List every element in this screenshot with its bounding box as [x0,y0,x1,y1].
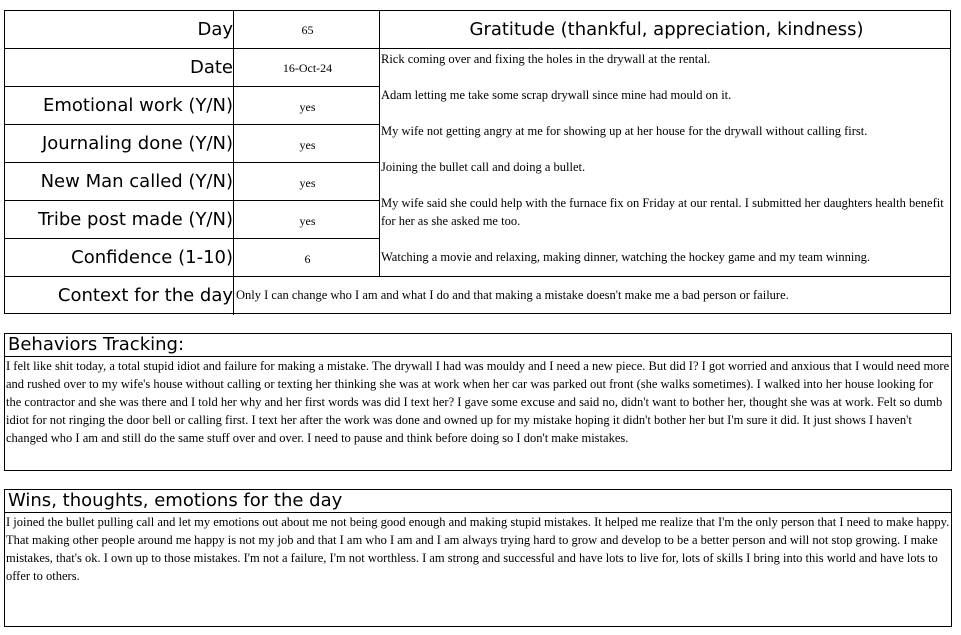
tribe-post-label: Tribe post made (Y/N) [38,209,233,230]
gratitude-item: Adam letting me take some scrap drywall since mine had mould on it. [381,88,732,102]
emotional-work-label: Emotional work (Y/N) [42,95,233,116]
date-value: 16-Oct-24 [282,61,333,75]
wins-section [4,489,952,627]
row-divider [5,124,379,125]
gratitude-item: My wife not getting angry at me for showing up at her house for the drywall without calling first. [381,124,868,138]
row-divider [5,276,950,277]
context-label: Context for the day [57,285,233,306]
day-value: 65 [301,23,314,37]
behaviors-title: Behaviors Tracking: [5,334,951,357]
gratitude-item: Watching a movie and relaxing, making dinner, watching the hockey game and my team winning. [381,250,870,264]
day-label: Day [197,19,233,40]
wins-text: I joined the bullet pulling call and let my emotions out about me not being good enough and making stupid mistakes. It helped me realize that I'm the only person that I need to make happy. That making other people around me happy is not my job and that I am who I am and I am always trying hard to grow and develop to be a better person and will not stop growing. I make mistakes, that's ok. I own up to those mistakes. I'm not a failure, I'm not worthless. I am strong and successful and have lots to live for, lots of skills I bring into this world and have lots to offer to others. [6,515,950,583]
journaling-done-label: Journaling done (Y/N) [41,133,233,154]
gratitude-item: My wife said she could help with the furnace fix on Friday at our rental. I submitted her daughters health benefit for her as she asked me too. [381,196,944,228]
daily-tracker-table [4,10,951,314]
gratitude-title: Gratitude (thankful, appreciation, kindness) [469,19,864,40]
behaviors-section [4,333,952,471]
new-man-called-value: yes [299,176,316,190]
row-divider [5,162,379,163]
context-text: Only I can change who I am and what I do and that making a mistake doesn't make me a bad person or failure. [236,288,789,302]
behaviors-text: I felt like shit today, a total stupid idiot and failure for making a mistake. The drywall I had was mouldy and I need a new piece. But did I? I got worried and anxious that I would need more and rushed over to my wife's house without calling or texting her thinking she was at work when her car was parked out front (she walks sometimes). I walked into her house looking for the contractor and she was there and I told her why and her first words was did I text her? I gave some excuse and said no, didn't want to bother her, thought she was at work. Felt so dumb idiot for not ringing the door bell or calling first. I text her after the work was done and owned up for my mistake hoping it didn't bother her but I'm sure it did. It just shows I haven't changed who I am and still do the same stuff over and over. I need to pause and think before doing so I don't make mistakes. [6,359,950,445]
confidence-label: Confidence (1-10) [71,247,233,268]
gratitude-item: Rick coming over and fixing the holes in the drywall at the rental. [381,52,711,66]
emotional-work-value: yes [299,100,316,114]
new-man-called-label: New Man called (Y/N) [40,171,233,192]
date-label: Date [189,57,233,78]
row-divider [5,200,379,201]
row-divider [5,86,379,87]
confidence-value: 6 [304,252,311,266]
journaling-done-value: yes [299,138,316,152]
wins-title: Wins, thoughts, emotions for the day [5,490,951,513]
tribe-post-value: yes [299,214,316,228]
row-divider [5,238,379,239]
gratitude-item: Joining the bullet call and doing a bullet. [381,160,586,174]
